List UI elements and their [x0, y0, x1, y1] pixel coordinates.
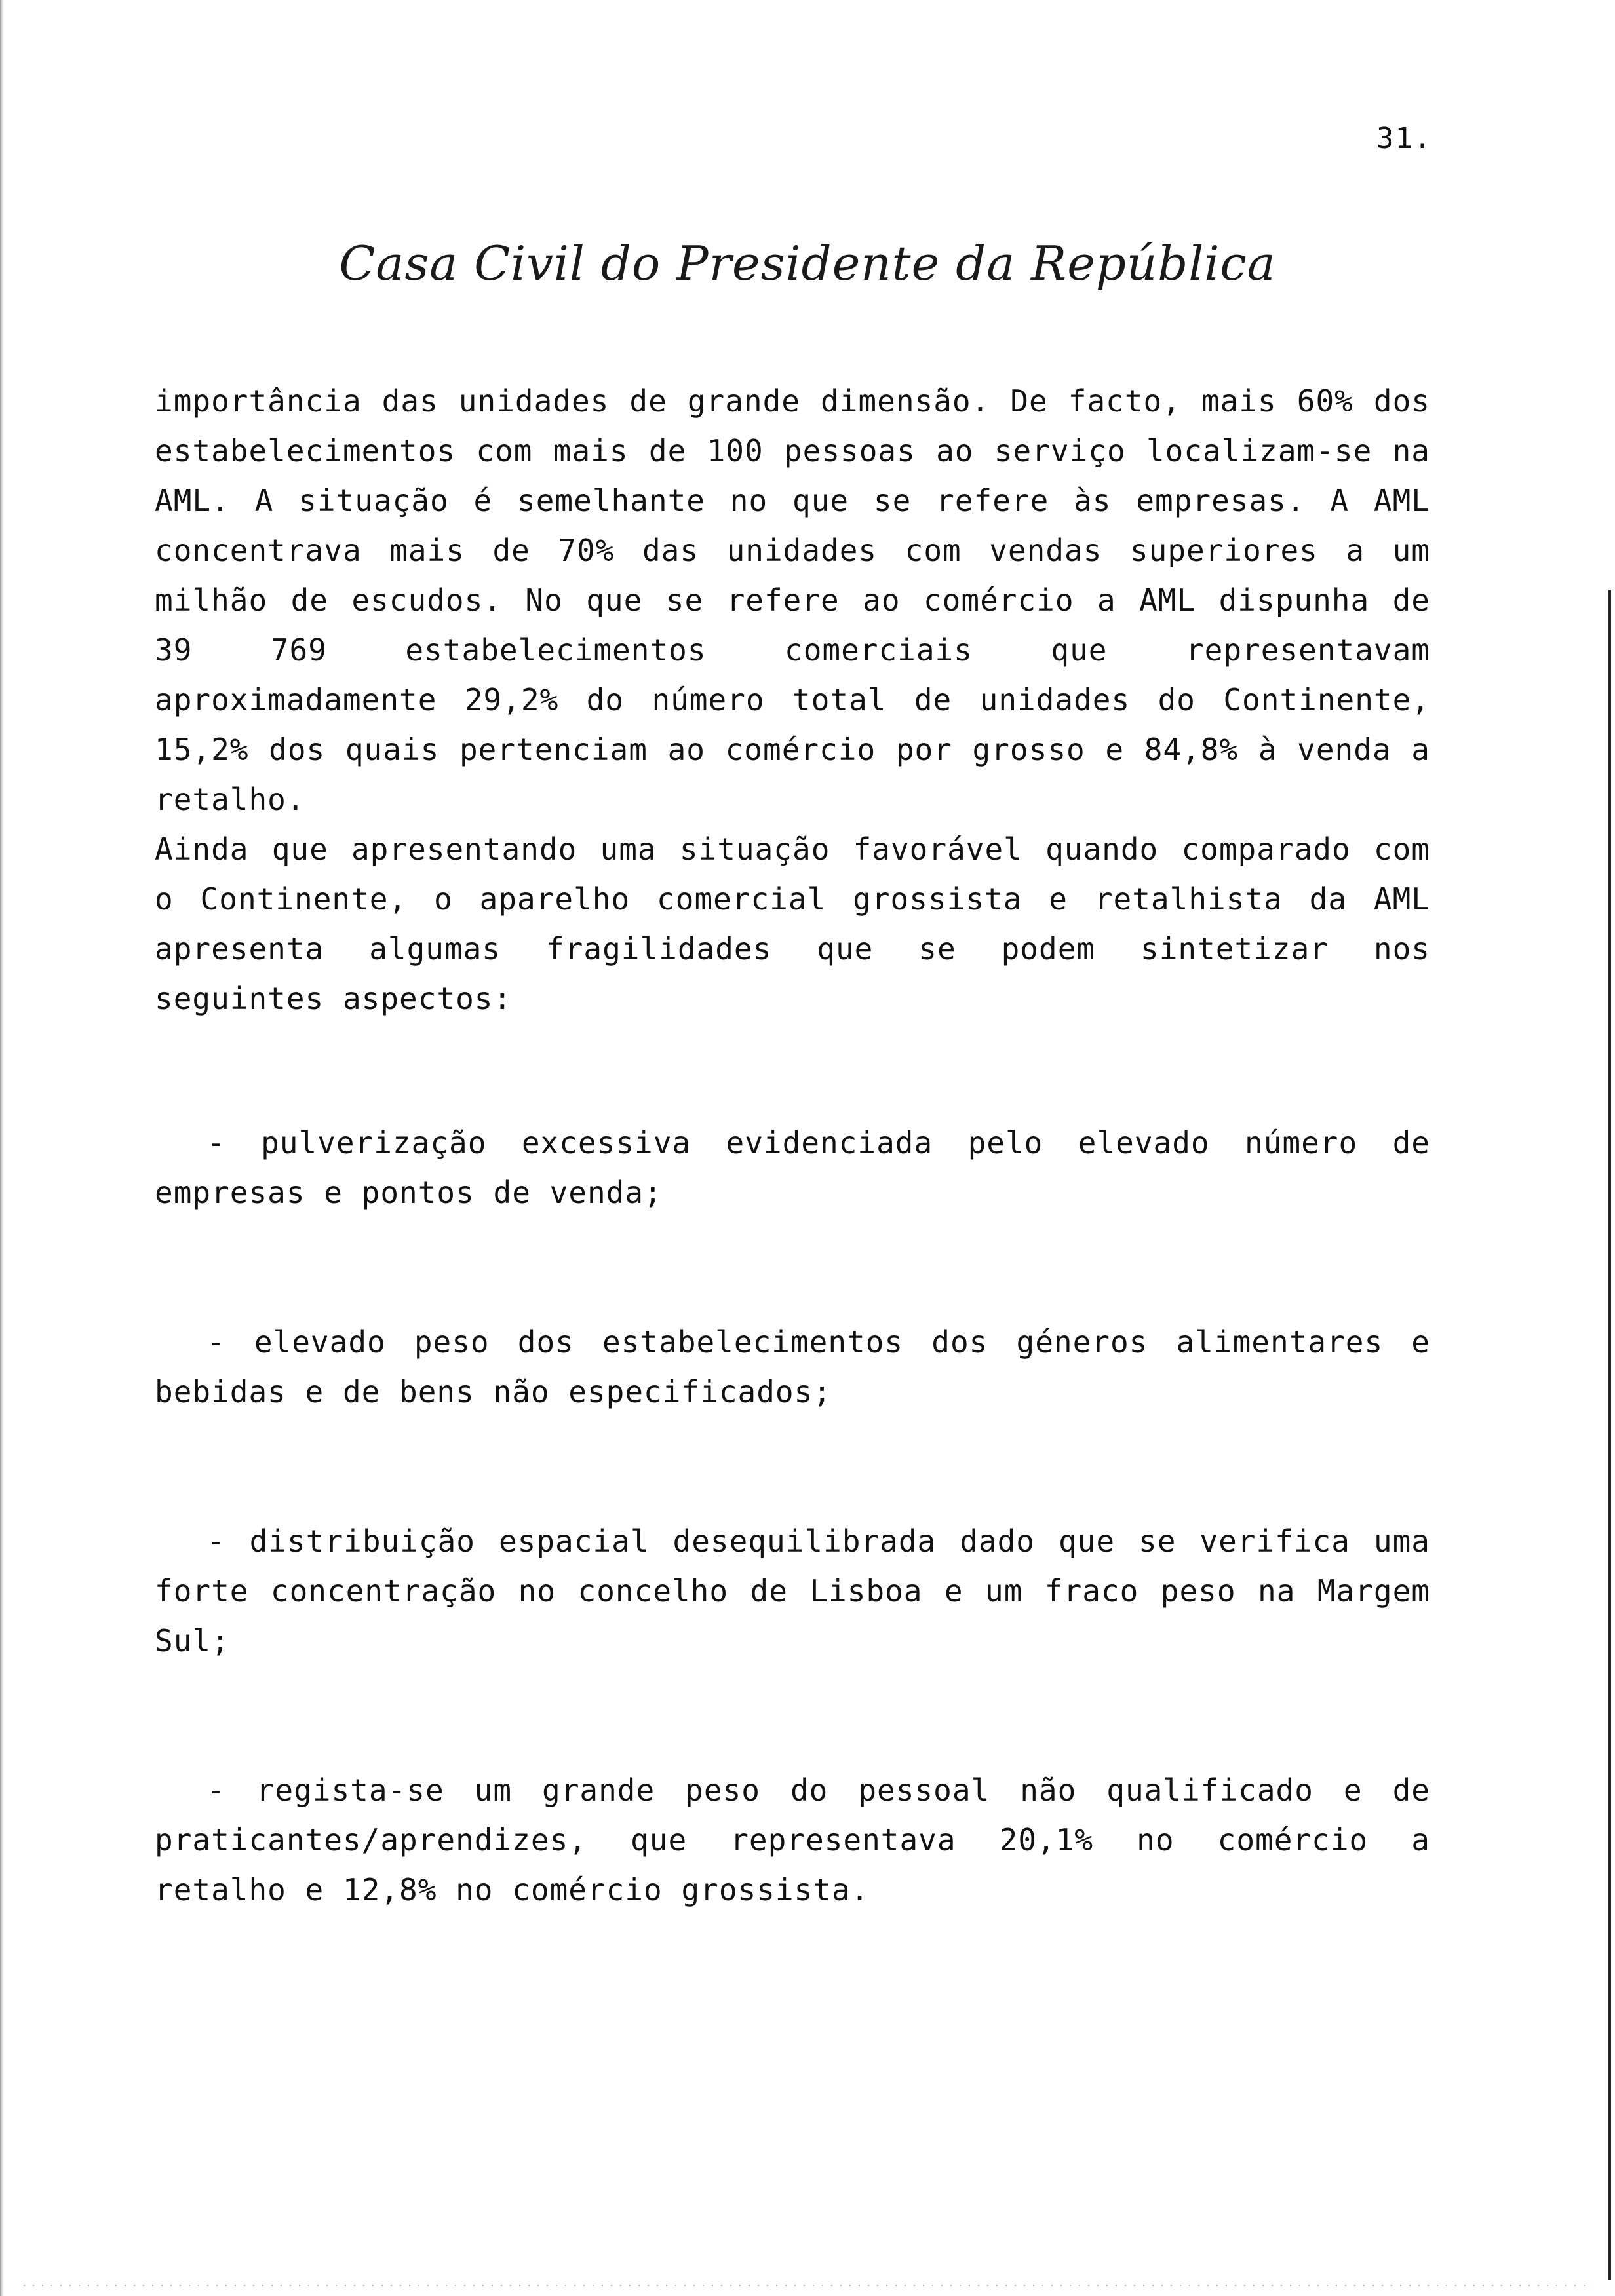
body-text-block [155, 376, 1430, 1024]
paragraph-2: Ainda que apresentando uma situação favorável quando comparado com o Continente, o aparelho comercial grossista e retalhista da AML apresenta algumas fragilidades que se podem sintetizar nos seguintes aspectos: [155, 832, 1430, 1016]
scan-artifact-dots [20, 2284, 1593, 2287]
scan-edge-left [0, 0, 4, 2296]
page-number: 31. [1376, 122, 1433, 155]
bullet-item-1: - pulverização excessiva evidenciada pelo elevado número de empresas e pontos de venda; [155, 1125, 1430, 1210]
bullet-item-4: - regista-se um grande peso do pessoal não qualificado e de praticantes/aprendizes, que representava 20,1% no comércio a retalho e 12,8% no comércio grossista. [155, 1772, 1430, 1907]
bullet-item-3: - distribuição espacial desequilibrada dado que se verifica uma forte concentração no concelho de Lisboa e um fraco peso na Margem Sul; [155, 1523, 1430, 1658]
scan-edge-right [1608, 590, 1611, 2280]
letterhead: Casa Civil do Presidente da República [339, 236, 1276, 291]
paragraph-1: importância das unidades de grande dimensão. De facto, mais 60% dos estabelecimentos com mais de 100 pessoas ao serviço localizam-se na AML. A situação é semelhante no que se refere às empresas. A AML concentrava mais de 70% das unidades com vendas superiores a um milhão de escudos. No que se refere ao comércio a AML dispunha de 39 769 estabelecimentos comerciais que representavam aproximadamente 29,2% do número total de unidades do Continente, 15,2% dos quais pertenciam ao comércio por grosso e 84,8% à venda a retalho. [155, 383, 1430, 817]
bullet-item-2: - elevado peso dos estabelecimentos dos géneros alimentares e bebidas e de bens não especificados; [155, 1324, 1430, 1409]
